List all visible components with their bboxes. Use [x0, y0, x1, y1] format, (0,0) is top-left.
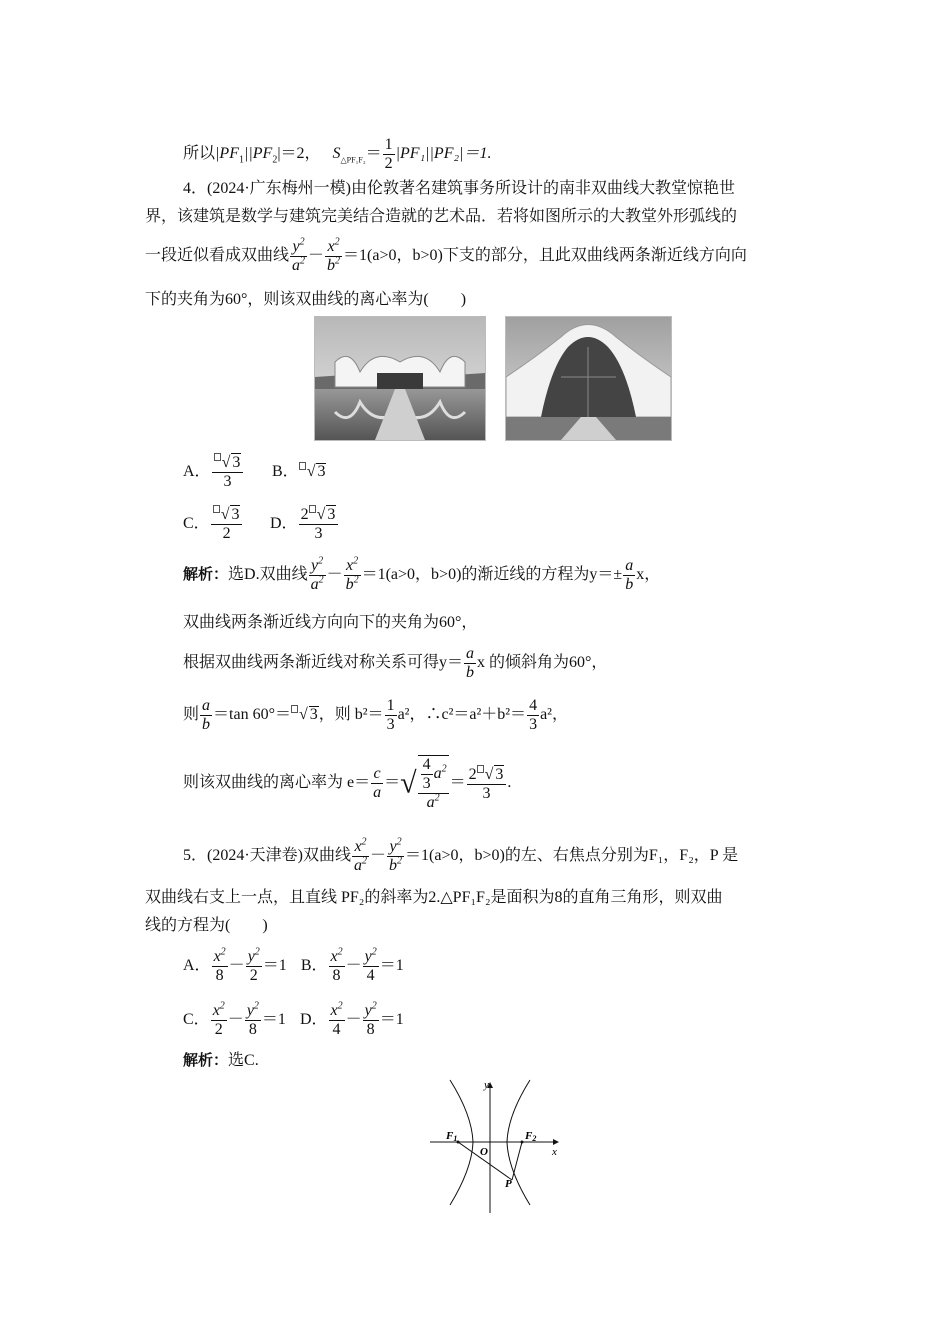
- sol4-line4: 则 $\frac{a}{b}$ ＝tan 60°＝ √ 3，则 b²＝ $\frac{1}{3}$ a²，∴c²＝a²＋b²＝ $\frac{4}{3}$ a²，: [183, 697, 568, 733]
- q5-options-cd: C． $\frac{x^2}{2}$ － $\frac{y^2}{8}$ ＝1 D． $\frac{x^2}{4}$ － $\frac{y^2}{8}$ ＝1: [183, 1000, 404, 1038]
- q5-line3: 线的方程为( ): [145, 917, 268, 934]
- q5-line1: 5．(2024·天津卷)双曲线 $\frac{x^2}{a^2}$ － $\frac{y^2}{b^2}$ ＝1(a>0，b>0)的左、右焦点分别为F₁，F₂，P 是: [183, 836, 739, 874]
- q4-line1: 4．(2024·广东梅州一模)由伦敦著名建筑事务所设计的南非双曲线大教堂惊艳世: [183, 180, 735, 197]
- q4-line2: 界，该建筑是数学与建筑完美结合造就的艺术品．若将如图所示的大教堂外形弧线的: [145, 208, 738, 225]
- q4-option-d: D． $\frac{2 √ 3}{3}$: [270, 505, 339, 543]
- y-label: y: [484, 1079, 489, 1091]
- q4-option-a: A． $\frac{√ 3}{3}$: [183, 453, 244, 491]
- q5-solution: 解析：选C.: [183, 1051, 259, 1069]
- f2-label: F2: [525, 1130, 537, 1143]
- x-label: x: [552, 1146, 557, 1158]
- hyperbola-diagram: [420, 1075, 570, 1215]
- origin-label: O: [480, 1146, 488, 1158]
- sol4-line5: 则该双曲线的离心率为 e＝ $\frac{c}{a}$ ＝√ $\frac{4}{3}$ $a^2$ $a^2$ ＝ $\frac{2 √ 3}{3}$ .: [183, 756, 512, 811]
- segment-pf2: [512, 1142, 522, 1180]
- q4-line3: 一段近似看成双曲线 $\frac{y^2}{a^2}$ － $\frac{x^2}{b^2}$ ＝1(a>0，b>0)下支的部分，且此双曲线两条渐近线方向向: [145, 236, 747, 274]
- q4-option-c: C． $\frac{√ 3}{2}$: [183, 505, 243, 543]
- q5-line2: 双曲线右支上一点，且直线 PF₂的斜率为2.△PF₁F₂是面积为8的直角三角形，则双曲: [145, 889, 723, 906]
- p-label: P: [505, 1178, 512, 1190]
- sol4-line3: 根据双曲线两条渐近线对称关系可得y＝ $\frac{a}{b}$ x 的倾斜角为60°，: [183, 645, 608, 681]
- top-line: 所以$|PF_1||PF_2|=2$， $S_{\triangle PF_1F_2}=$ $\frac{1}{2}$ |PF₁||PF₂|＝1.: [183, 136, 492, 172]
- cathedral-photo-right: [505, 316, 672, 441]
- q5-options-ab: A． $\frac{x^2}{8}$ － $\frac{y^2}{2}$ ＝1 B． $\frac{x^2}{8}$ － $\frac{y^2}{4}$ ＝1: [183, 946, 404, 984]
- q4-line4: 下的夹角为60°，则该双曲线的离心率为( ): [145, 291, 467, 308]
- q4-option-b: B． √ 3: [272, 463, 326, 480]
- f1-label: F1: [446, 1130, 458, 1143]
- sol4-line1: 解析：选D.双曲线 $\frac{y^2}{a^2}$ － $\frac{x^2}{b^2}$ ＝1(a>0，b>0)的渐近线的方程为y＝± $\frac{a}{b}$ x，: [183, 555, 661, 593]
- cathedral-photo-left: [314, 316, 486, 441]
- fraction: $\frac{1}{2}$: [384, 136, 393, 172]
- sol4-line2: 双曲线两条渐近线方向向下的夹角为60°，: [183, 614, 478, 631]
